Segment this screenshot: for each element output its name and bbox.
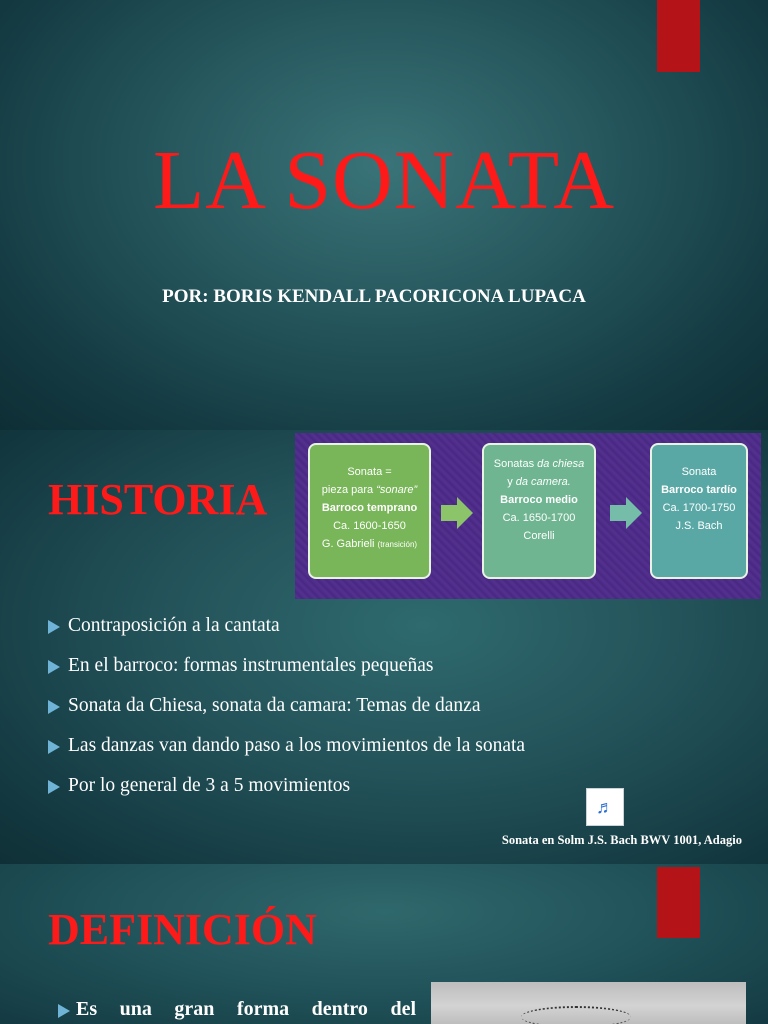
slide-title [0, 0, 768, 430]
section-title-historia: HISTORIA [48, 475, 268, 524]
timeline-box-middle [482, 443, 596, 579]
timeline-box-line: Sonata = [347, 466, 392, 478]
arrow-right-icon [457, 497, 473, 529]
timeline-box-late [650, 443, 748, 579]
audio-caption: Sonata en Solm J.S. Bach BWV 1001, Adagio [501, 833, 742, 847]
author-line: POR: BORIS KENDALL PACORICONA LUPACA [162, 286, 586, 307]
timeline-dates: Ca. 1650-1700 [502, 512, 576, 524]
timeline-era: Barroco medio [500, 494, 578, 506]
timeline-box-line: y da camera. [507, 476, 571, 488]
red-accent-tab [657, 867, 700, 938]
timeline-box-early [308, 443, 431, 579]
timeline-box-line: Sonata [681, 466, 717, 478]
list-item: Las danzas van dando paso a los movimientos de la sonata [46, 734, 525, 774]
definition-bullet: Es una gran forma dentro del [76, 998, 416, 1020]
timeline-box-line: Sonatas da chiesa [493, 458, 585, 470]
arrow-right-icon [626, 497, 642, 529]
list-item: Contraposición a la cantata [46, 614, 525, 654]
presentation-title: LA SONATA [153, 134, 615, 227]
list-item: En el barroco: formas instrumentales pequeñas [46, 654, 525, 694]
audio-file-icon[interactable]: ♬ [586, 788, 624, 826]
slide-historia [0, 430, 768, 864]
slide-definicion [0, 864, 768, 1024]
list-item: Por lo general de 3 a 5 movimientos [46, 774, 525, 814]
timeline-box-line: pieza para “sonare” [321, 484, 418, 496]
manuscript-image [431, 982, 746, 1024]
timeline-era: Barroco tardío [661, 484, 737, 496]
timeline-image [295, 433, 761, 599]
list-item: Sonata da Chiesa, sonata da camara: Temas de danza [46, 694, 525, 734]
timeline-composer: G. Gabrieli (transición) [321, 538, 418, 550]
timeline-composer: Corelli [523, 530, 555, 542]
historia-bullet-list [46, 614, 525, 814]
timeline-era: Barroco temprano [321, 502, 418, 514]
red-accent-tab [657, 0, 700, 72]
timeline-dates: Ca. 1700-1750 [662, 502, 736, 514]
timeline-dates: Ca. 1600-1650 [333, 520, 406, 532]
section-title-definicion: DEFINICIÓN [48, 905, 317, 954]
timeline-composer: J.S. Bach [675, 520, 723, 532]
